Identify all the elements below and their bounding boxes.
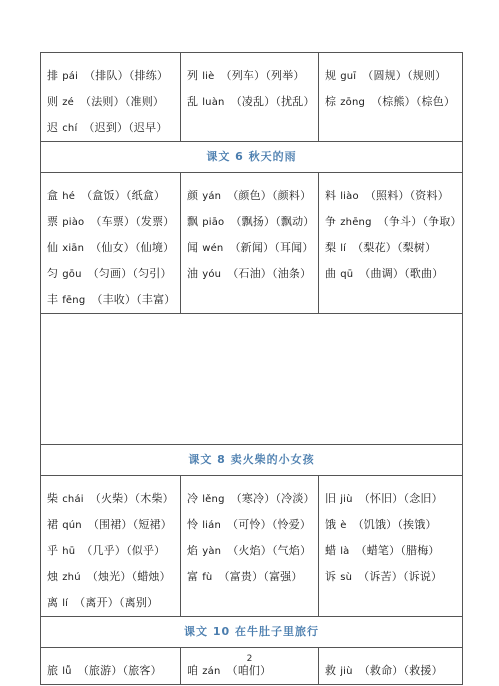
words: （怀旧）（念旧）	[358, 492, 443, 505]
words: （几乎）（似乎）	[81, 544, 166, 557]
pinyin: piāo	[202, 217, 225, 228]
words: （颜色）（颜料）	[227, 189, 312, 202]
pinyin: è	[340, 520, 347, 531]
char: 票	[47, 215, 59, 228]
words: （排队）（排练）	[84, 69, 169, 82]
char: 柴	[47, 492, 59, 505]
words: （飘扬）（飘动）	[230, 215, 315, 228]
char: 焰	[187, 544, 199, 557]
vocab-cell	[181, 53, 319, 142]
words: （匀画）（匀引）	[87, 267, 172, 280]
vocab-entry	[325, 564, 462, 590]
char: 旧	[325, 492, 337, 505]
words: （寒冷）（冷淡）	[230, 492, 315, 505]
words: （火焰）（气焰）	[227, 544, 312, 557]
words: （旅游）（旅客）	[77, 664, 162, 677]
pinyin: lí	[62, 598, 69, 609]
pinyin: lěng	[202, 494, 225, 505]
vocab-entry	[325, 235, 462, 261]
words: （曲调）（歌曲）	[359, 267, 444, 280]
vocab-entry	[47, 287, 180, 313]
char: 棕	[325, 95, 337, 108]
vocab-entry	[187, 538, 318, 564]
vocab-entry	[47, 564, 180, 590]
vocab-page	[40, 52, 461, 685]
pinyin: jiù	[340, 494, 353, 505]
vocab-entry	[325, 63, 462, 89]
words: （列车）（列举）	[220, 69, 305, 82]
pinyin: zé	[62, 97, 75, 108]
pinyin: zán	[202, 666, 221, 677]
pinyin: lǚ	[62, 666, 72, 677]
pinyin: wén	[202, 243, 224, 254]
words: （围裙）（短裙）	[87, 518, 172, 531]
words: （可怜）（怜爱）	[227, 518, 312, 531]
pinyin: hé	[62, 191, 76, 202]
section-header-row	[41, 617, 463, 648]
char: 丰	[47, 293, 59, 306]
words: （盒饭）（纸盒）	[81, 189, 166, 202]
vocab-entry	[325, 512, 462, 538]
words: （争斗）（争取）	[377, 215, 462, 228]
vocab-entry	[325, 486, 462, 512]
pinyin: lí	[340, 243, 347, 254]
char: 匀	[47, 267, 59, 280]
words: （丰收）（丰富）	[91, 293, 176, 306]
pinyin: zōng	[340, 97, 366, 108]
vocab-table	[40, 52, 463, 685]
pinyin: yán	[202, 191, 222, 202]
pinyin: xiān	[62, 243, 85, 254]
words: （石油）（油条）	[227, 267, 312, 280]
vocab-cell	[41, 53, 181, 142]
vocab-cell	[41, 476, 181, 617]
words: （圆规）（规则）	[362, 69, 447, 82]
section-title: 课文 10 在牛肚子里旅行	[41, 617, 463, 648]
vocab-cell	[181, 173, 319, 314]
char: 曲	[325, 267, 337, 280]
char: 离	[47, 596, 59, 609]
words: （救命）（救援）	[358, 664, 443, 677]
char: 救	[325, 664, 337, 677]
vocab-entry	[325, 538, 462, 564]
vocab-entry	[187, 261, 318, 287]
char: 闻	[187, 241, 199, 254]
pinyin: gōu	[62, 269, 82, 280]
section-row	[41, 476, 463, 617]
words: （迟到）（迟早）	[83, 121, 168, 134]
pinyin: fēng	[62, 295, 86, 306]
pinyin: zhēng	[340, 217, 372, 228]
vocab-entry	[47, 538, 180, 564]
pinyin: qún	[62, 520, 82, 531]
pinyin: lián	[202, 520, 222, 531]
words: （棕熊）（棕色）	[371, 95, 456, 108]
blank-area	[41, 314, 463, 445]
page-number: 2	[246, 654, 253, 664]
section-title: 课文 6 秋天的雨	[41, 142, 463, 173]
words: （饥饿）（挨饿）	[352, 518, 437, 531]
vocab-entry	[187, 63, 318, 89]
char: 料	[325, 189, 337, 202]
section-header-row	[41, 445, 463, 476]
words: （诉苦）（诉说）	[358, 570, 443, 583]
vocab-entry	[187, 235, 318, 261]
char: 争	[325, 215, 337, 228]
vocab-entry	[187, 183, 318, 209]
char: 颜	[187, 189, 199, 202]
pinyin: là	[340, 546, 350, 557]
pinyin: pái	[62, 71, 79, 82]
vocab-entry	[187, 486, 318, 512]
section-row	[41, 173, 463, 314]
vocab-entry	[47, 209, 180, 235]
pinyin: jiù	[340, 666, 353, 677]
words: （咱们）	[226, 664, 272, 677]
vocab-entry	[325, 183, 462, 209]
vocab-entry	[325, 261, 462, 287]
vocab-cell	[181, 476, 319, 617]
section-title: 课文 8 卖火柴的小女孩	[41, 445, 463, 476]
pinyin: guī	[340, 71, 357, 82]
words: （仙女）（仙境）	[90, 241, 175, 254]
pinyin: liào	[340, 191, 359, 202]
words: （蜡笔）（腊梅）	[355, 544, 440, 557]
char: 排	[47, 69, 59, 82]
vocab-entry	[47, 261, 180, 287]
vocab-entry	[47, 115, 180, 141]
pinyin: zhú	[62, 572, 81, 583]
char: 烛	[47, 570, 59, 583]
pinyin: yàn	[202, 546, 222, 557]
char: 饿	[325, 518, 337, 531]
char: 则	[47, 95, 59, 108]
pinyin: sù	[340, 572, 353, 583]
vocab-entry	[325, 89, 462, 115]
pinyin: liè	[202, 71, 215, 82]
pinyin: fù	[202, 572, 213, 583]
pinyin: chí	[62, 123, 78, 134]
section-header-row	[41, 142, 463, 173]
words: （梨花）（梨树）	[352, 241, 437, 254]
words: （离开）（离别）	[74, 596, 159, 609]
char: 旅	[47, 664, 59, 677]
vocab-entry	[325, 209, 462, 235]
pinyin: yóu	[202, 269, 222, 280]
vocab-cell	[319, 173, 463, 314]
char: 冷	[187, 492, 199, 505]
pinyin: hū	[62, 546, 76, 557]
char: 咱	[187, 664, 199, 677]
vocab-cell	[319, 53, 463, 142]
vocab-cell	[41, 173, 181, 314]
pinyin: luàn	[202, 97, 225, 108]
vocab-entry	[47, 486, 180, 512]
char: 富	[187, 570, 199, 583]
char: 怜	[187, 518, 199, 531]
vocab-entry	[187, 209, 318, 235]
vocab-entry	[47, 590, 180, 616]
pinyin: qū	[340, 269, 354, 280]
section-row	[41, 53, 463, 142]
words: （凌乱）（扰乱）	[230, 95, 315, 108]
vocab-entry	[187, 564, 318, 590]
vocab-entry	[47, 89, 180, 115]
words: （烛光）（蜡烛）	[86, 570, 171, 583]
words: （火柴）（木柴）	[89, 492, 174, 505]
words: （车票）（发票）	[90, 215, 175, 228]
char: 盒	[47, 189, 59, 202]
char: 裙	[47, 518, 59, 531]
words: （新闻）（耳闻）	[229, 241, 314, 254]
char: 油	[187, 267, 199, 280]
vocab-cell	[319, 476, 463, 617]
char: 蜡	[325, 544, 337, 557]
char: 列	[187, 69, 199, 82]
char: 乎	[47, 544, 59, 557]
char: 迟	[47, 121, 59, 134]
char: 规	[325, 69, 337, 82]
vocab-entry	[47, 235, 180, 261]
char: 梨	[325, 241, 337, 254]
char: 仙	[47, 241, 59, 254]
char: 诉	[325, 570, 337, 583]
vocab-entry	[47, 63, 180, 89]
vocab-entry	[187, 512, 318, 538]
words: （照料）（资料）	[364, 189, 449, 202]
words: （法则）（准则）	[80, 95, 165, 108]
pinyin: chái	[62, 494, 84, 505]
pinyin: piào	[62, 217, 85, 228]
blank-row	[41, 314, 463, 445]
char: 乱	[187, 95, 199, 108]
vocab-entry	[47, 512, 180, 538]
vocab-entry	[47, 183, 180, 209]
vocab-entry	[187, 89, 318, 115]
words: （富贵）（富强）	[218, 570, 303, 583]
char: 飘	[187, 215, 199, 228]
